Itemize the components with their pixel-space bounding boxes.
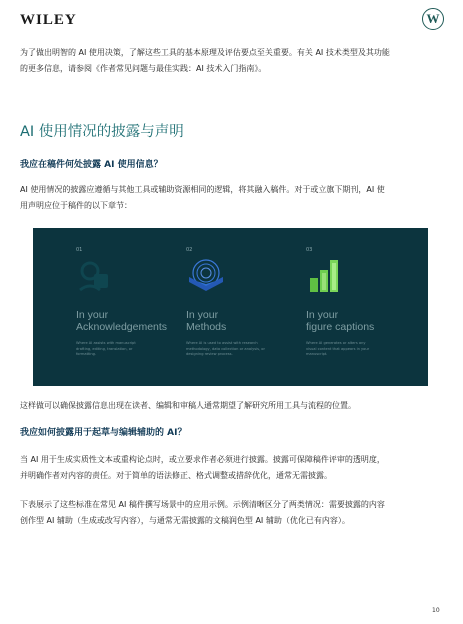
panel-column-figure-captions — [306, 228, 416, 386]
title-line-1: In your — [76, 309, 109, 321]
desc-line-1: Where AI generates or alters any — [306, 341, 366, 345]
where-line-2: 用声明应位于稿件的以下章节： — [20, 201, 132, 210]
wiley-w-badge-icon: W — [422, 8, 444, 30]
column-title — [76, 310, 196, 333]
how-paragraph-1 — [20, 452, 444, 484]
desc-line-1: Where AI assists with manuscript — [76, 341, 136, 345]
desc-line-2: methodology, data collection or analysis, or — [186, 346, 265, 351]
desc-line-3: manuscript. — [306, 352, 328, 356]
section-title: AI 使用情况的披露与声明 — [20, 124, 184, 140]
globe-rings-icon — [186, 256, 226, 296]
where-paragraph — [20, 182, 444, 214]
question-heading-how: 我应如何披露用于起草与编辑辅助的 AI？ — [20, 428, 187, 438]
wiley-logo: WILEY — [20, 12, 77, 28]
title-line-1: In your — [186, 309, 219, 321]
page-number: 10 — [432, 607, 440, 614]
title-line-2: Methods — [186, 320, 227, 333]
column-title — [306, 310, 426, 333]
bar-chart-icon — [306, 256, 346, 296]
intro-line-1: 为了做出明智的 AI 使用决策，了解这些工具的基本原理及评估要点至关重要。有关 AI 技术类型及其功能 — [20, 48, 390, 57]
title-line-2: Acknowledgements — [76, 320, 168, 333]
column-title — [186, 310, 306, 333]
intro-line-2: 的更多信息，请参阅《作者常见问题与最佳实践：AI 技术入门指南》。 — [20, 64, 267, 73]
how-p2-line-2: 创作型 AI 辅助（生成或改写内容），与通常无需披露的文稿润色型 AI 辅助（优化已有内容）。 — [20, 516, 350, 525]
how-p1-line-2: 并明确作者对内容的责任。对于简单的语法修正、格式调整或措辞优化，通常无需披露。 — [20, 471, 332, 480]
how-p1-line-1: 当 AI 用于生成实质性文本或重构论点时，或立要求作者必须进行披露。披露可保障稿件评审的透明度， — [20, 455, 385, 464]
column-number: 02 — [186, 247, 193, 253]
panel-column-methods — [186, 228, 296, 386]
how-paragraph-2 — [20, 497, 444, 529]
column-number: 01 — [76, 247, 83, 253]
column-description — [76, 341, 176, 358]
where-line-1: AI 使用情况的披露应遵循与其他工具或辅助资源相同的逻辑，将其融入稿件。对于或立旗下期刊，AI 使 — [20, 185, 385, 194]
desc-line-2: drafting, editing, translation, or — [76, 346, 133, 351]
desc-line-3: formatting. — [76, 352, 97, 356]
title-line-2: figure captions — [306, 320, 375, 333]
how-p2-line-1: 下表展示了这些标准在常见 AI 稿件撰写场景中的应用示例。示例清晰区分了两类情况：需要披露的内容 — [20, 500, 385, 509]
title-line-1: In your — [306, 309, 339, 321]
desc-line-3: designing review process. — [186, 352, 233, 356]
intro-paragraph — [20, 45, 444, 77]
column-number: 03 — [306, 247, 313, 253]
question-heading-where: 我应在稿件何处披露 AI 使用信息？ — [20, 160, 163, 170]
desc-line-2: visual content that appears in your — [306, 346, 370, 351]
desc-line-1: Where AI is used to assist with research — [186, 341, 258, 345]
panel-column-acknowledgements — [76, 228, 186, 386]
disclosure-locations-panel — [33, 228, 428, 386]
after-panel-paragraph: 这样做可以确保披露信息出现在读者、编辑和审稿人通常期望了解研究所用工具与流程的位置。 — [20, 401, 356, 410]
hands-shapes-icon — [76, 256, 116, 296]
column-description — [186, 341, 286, 358]
column-description — [306, 341, 406, 358]
